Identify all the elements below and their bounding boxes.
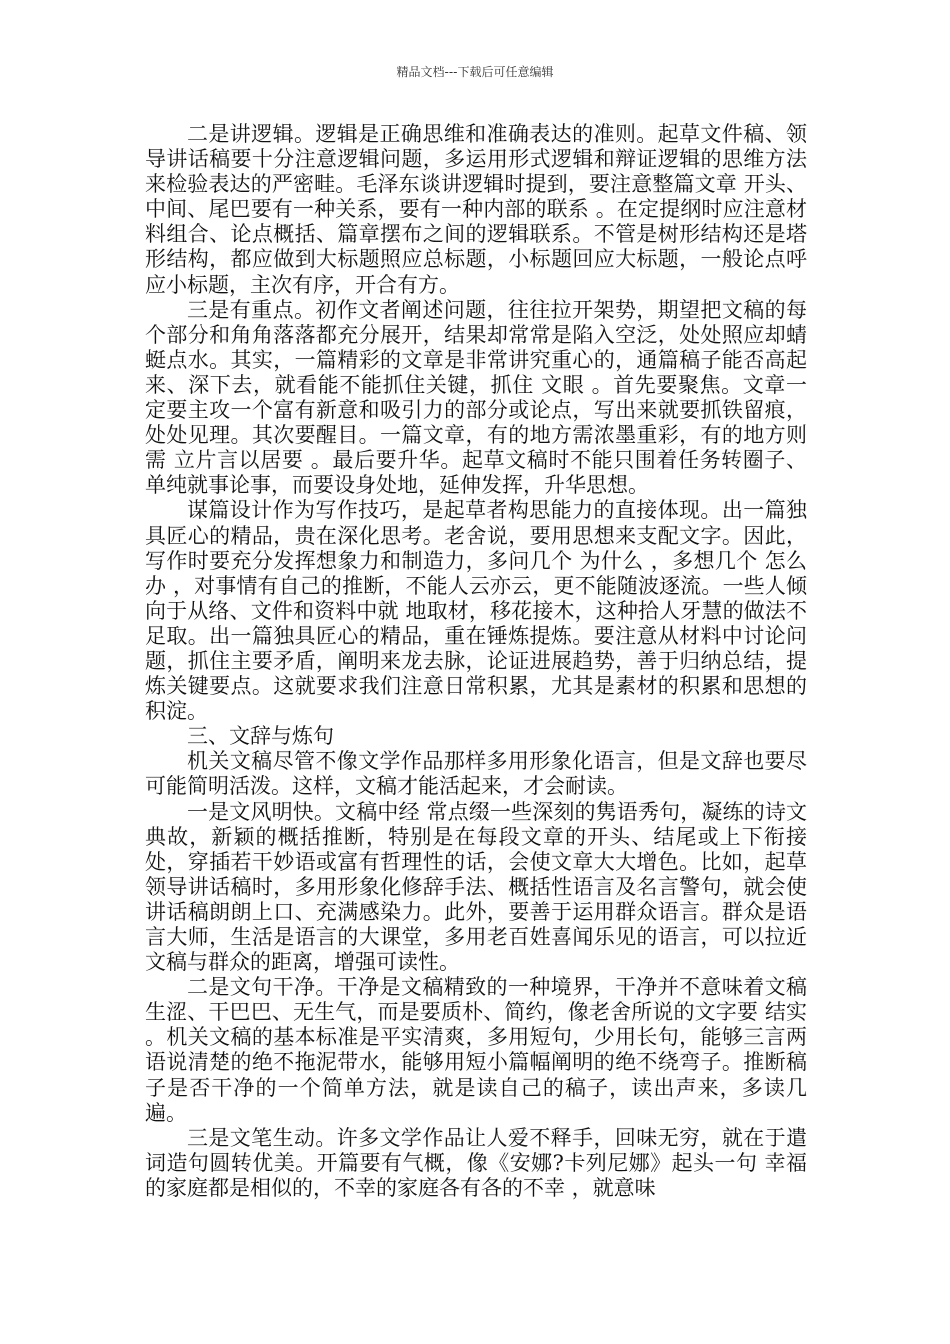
document-body <box>145 122 807 1201</box>
paragraph-vivid: 三是文笔生动。许多文学作品让人爱不释手，回味无穷，就在于遣词造句圆转优美。开篇要有气概，像《安娜?卡列尼娜》起头一句 幸福的家庭都是相似的，不幸的家庭各有各的不幸 ，就意味 <box>145 1125 807 1200</box>
paragraph-focus: 三是有重点。初作文者阐述问题，往往拉开架势，期望把文稿的每个部分和角角落落都充分展开，结果却常常是陷入空泛，处处照应却蜻蜓点水。其实，一篇精彩的文章是非常讲究重心的，通篇稿子能否高起来、深下去，就看能不能抓住关键，抓住 文眼 。首先要聚焦。文章一定要主攻一个富有新意和吸引力的部分或论点，写出来就要抓铁留痕，处处见理。其次要醒目。一篇文章，有的地方需浓墨重彩，有的地方则需 立片言以居要 。最后要升华。起草文稿时不能只围着任务转圈子、单纯就事论事，而要设身处地，延伸发挥，升华思想。 <box>145 297 807 498</box>
paragraph-design: 谋篇设计作为写作技巧，是起草者构思能力的直接体现。出一篇独具匠心的精品，贵在深化思考。老舍说，要用思想来支配文字。因此，写作时要充分发挥想象力和制造力，多问几个 为什么 ，多想几个 怎么办 ，对事情有自己的推断，不能人云亦云，更不能随波逐流。一些人倾向于从络、文件和资料中就 地取材，移花接木，这种拾人牙慧的做法不足取。出一篇独具匠心的精品，重在锤炼提炼。要注意从材料中讨论问题，抓住主要矛盾，阐明来龙去脉，论证进展趋势，善于归纳总结，提炼关键要点。这就要求我们注意日常积累，尤其是素材的积累和思想的积淀。 <box>145 498 807 724</box>
page-header: 精品文档---下载后可任意编辑 <box>396 65 554 79</box>
paragraph-style: 一是文风明快。文稿中经 常点缀一些深刻的隽语秀句，凝练的诗文典故，新颖的概括推断，特别是在每段文章的开头、结尾或上下衔接处，穿插若干妙语或富有哲理性的话，会使文章大大增色。比如，起草领导讲话稿时，多用形象化修辞手法、概括性语言及名言警句，就会使讲话稿朗朗上口、充满感染力。此外，要善于运用群众语言。群众是语言大师，生活是语言的大课堂，多用老百姓喜闻乐见的语言，可以拉近文稿与群众的距离，增强可读性。 <box>145 799 807 975</box>
section-heading: 三、文辞与炼句 <box>187 724 334 749</box>
paragraph-logic: 二是讲逻辑。逻辑是正确思维和准确表达的准则。起草文件稿、领导讲话稿要十分注意逻辑问题，多运用形式逻辑和辩证逻辑的思维方法来检验表达的严密畦。毛泽东谈讲逻辑时提到，要注意整篇文章 开头、中间、尾巴要有一种关系，要有一种内部的联系 。在定提纲时应注意材料组合、论点概括、篇章摆布之间的逻辑联系。不管是树形结构还是塔形结构，都应做到大标题照应总标题，小标题回应大标题，一般论点呼应小标题，主次有序，开合有方。 <box>145 122 807 297</box>
paragraph-intro: 机关文稿尽管不像文学作品那样多用形象化语言，但是文辞也要尽可能简明活泼。这样，文稿才能活起来，才会耐读。 <box>145 749 807 799</box>
paragraph-clean: 二是文句干净。干净是文稿精致的一种境界，干净并不意味着文稿生涩、干巴巴、无生气，而是要质朴、简约，像老舍所说的文字要 结实 。机关文稿的基本标准是平实清爽，多用短句，少用长句，能够三言两语说清楚的绝不拖泥带水，能够用短小篇幅阐明的绝不绕弯子。推断稿子是否干净的一个简单方法，就是读自己的稿子，读出声来，多读几遍。 <box>145 975 807 1125</box>
